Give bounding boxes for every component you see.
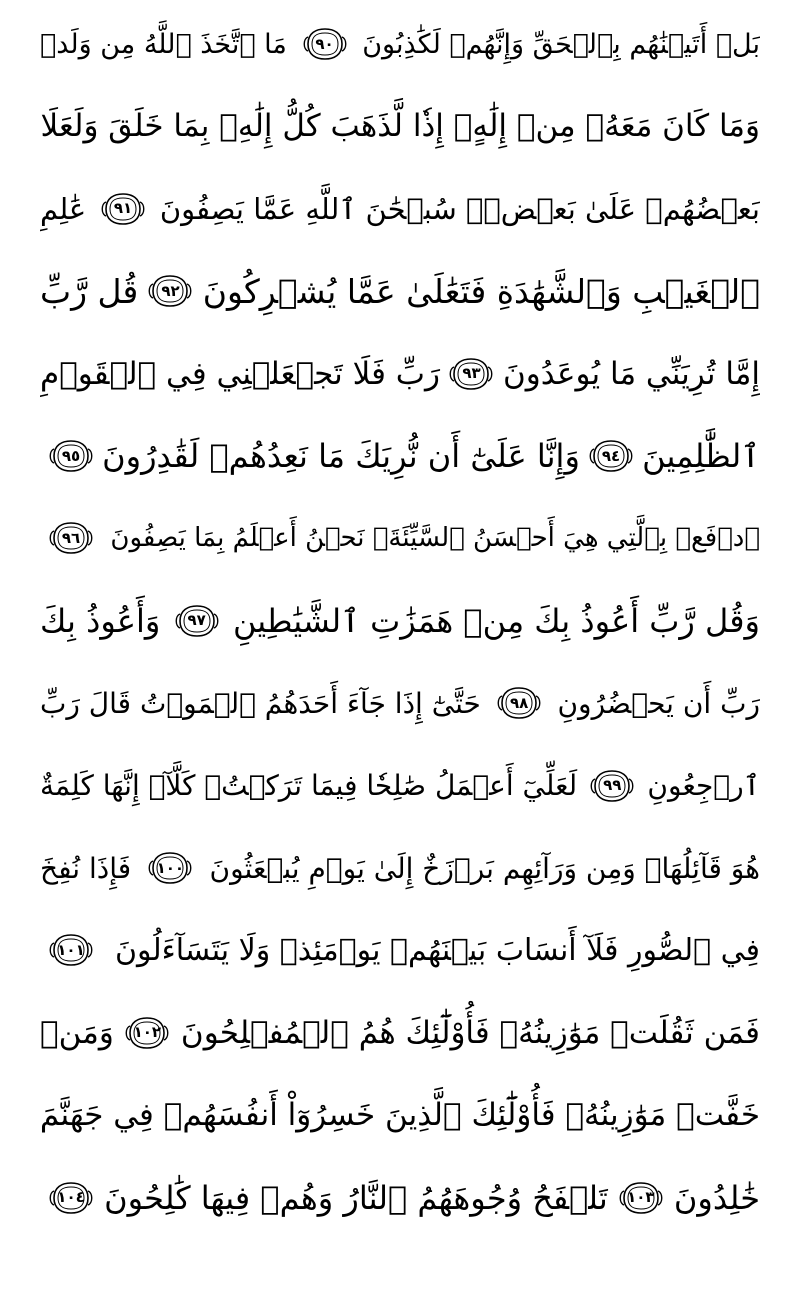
ayah-number: ١٠٠	[156, 858, 185, 877]
ayah-number-marker	[172, 602, 222, 640]
verse-line	[40, 169, 760, 249]
verse-text: ٱدۡفَعۡ بِٱلَّتِي هِيَ أَحۡسَنُ ٱلسَّيِّئَةَۚ نَحۡنُ أَعۡلَمُ بِمَا يَصِفُونَ	[110, 523, 760, 554]
ayah-number-marker	[46, 519, 96, 557]
ayah-number: ١٠٤	[57, 1188, 85, 1207]
ayah-number-marker	[300, 25, 350, 63]
verse-line	[40, 581, 760, 661]
verse-text: فَمَن ثَقُلَتۡ مَوَٰزِينُهُۥ فَأُوْلَٰٓئِكَ هُمُ ٱلۡمُفۡلِحُونَ	[180, 1014, 760, 1051]
ayah-number: ٩٦	[61, 528, 81, 547]
ayah-number-marker	[587, 767, 637, 805]
ayah-number-marker	[616, 1179, 666, 1217]
verse-text: وَقُل رَّبِّ أَعُوذُ بِكَ مِنۡ هَمَزَٰتِ ٱلشَّيَٰطِينِ	[232, 601, 760, 640]
verse-text: ٱلظَّٰلِمِينَ	[642, 437, 760, 475]
verse-text: بَعۡضُهُمۡ عَلَىٰ بَعۡضٖۚ سُبۡحَٰنَ ٱللَّهِ عَمَّا يَصِفُونَ	[159, 191, 760, 226]
verse-text: عَٰلِمِ	[40, 191, 87, 226]
verse-line	[40, 416, 760, 496]
verse-line	[40, 1075, 760, 1155]
ayah-number-marker	[586, 437, 636, 475]
verse-text: مَا ٱتَّخَذَ ٱللَّهُ مِن وَلَدٖ	[40, 28, 287, 60]
verse-text: وَمَا كَانَ مَعَهُۥ مِنۡ إِلَٰهٍۚ إِذٗا لَّذَهَبَ كُلُّ إِلَٰهِۭ بِمَا خَلَقَ وَلَعَلَا	[40, 108, 760, 145]
verse-line	[40, 910, 760, 990]
ayah-number-marker	[145, 849, 195, 887]
ayah-number: ٩٥	[61, 446, 81, 465]
ayah-number: ٩٤	[601, 446, 621, 465]
ayah-number: ٩٨	[510, 693, 529, 712]
ayah-number-marker	[446, 355, 496, 393]
verse-text: خَفَّتۡ مَوَٰزِينُهُۥ فَأُوْلَٰٓئِكَ ٱلَّذِينَ خَسِرُوٓاْ أَنفُسَهُمۡ فِي جَهَنَّمَ	[40, 1097, 760, 1134]
verse-text: لَعَلِّيٓ أَعۡمَلُ صَٰلِحٗا فِيمَا تَرَكۡتُۚ كَلَّآۚ إِنَّهَا كَلِمَةٌ	[40, 769, 578, 803]
verse-text: ٱرۡجِعُونِ	[647, 769, 760, 803]
ayah-number-marker	[46, 1179, 96, 1217]
verse-line	[40, 498, 760, 578]
verse-text: بَلۡ أَتَيۡنَٰهُم بِٱلۡحَقِّ وَإِنَّهُمۡ لَكَٰذِبُونَ	[362, 28, 760, 60]
ayah-number: ٩٧	[187, 611, 206, 630]
verse-text: تَلۡفَحُ وُجُوهَهُمُ ٱلنَّارُ وَهُمۡ فِيهَا كَٰلِحُونَ	[104, 1178, 608, 1217]
verse-line	[40, 251, 760, 331]
ayah-number-marker	[46, 931, 96, 969]
verse-text: فِي ٱلصُّورِ فَلَآ أَنسَابَ بَيۡنَهُمۡ يَوۡمَئِذٖ وَلَا يَتَسَآءَلُونَ	[115, 932, 760, 968]
verse-line	[40, 746, 760, 826]
verse-text: وَإِنَّا عَلَىٰٓ أَن نُّرِيَكَ مَا نَعِدُهُمۡ لَقَٰدِرُونَ	[102, 437, 580, 475]
ayah-number: ٩٢	[161, 281, 180, 300]
ayah-number-marker	[46, 437, 96, 475]
ayah-number: ١٠١	[57, 940, 85, 959]
verse-text: قُل رَّبِّ	[40, 271, 139, 311]
verse-text: رَبِّ أَن يَحۡضُرُونِ	[557, 686, 760, 720]
ayah-number-marker	[122, 1014, 172, 1052]
ayah-number-marker	[98, 190, 148, 228]
verse-line	[40, 993, 760, 1073]
verse-line	[40, 663, 760, 743]
verse-text: وَأَعُوذُ بِكَ	[40, 601, 161, 640]
verse-line	[40, 86, 760, 166]
ayah-number: ٩٠	[315, 34, 334, 53]
verse-text: إِمَّا تُرِيَنِّي مَا يُوعَدُونَ	[503, 355, 760, 392]
ayah-number: ٩١	[113, 199, 133, 218]
verse-text: خَٰلِدُونَ	[673, 1178, 760, 1217]
verse-text: رَبِّ فَلَا تَجۡعَلۡنِي فِي ٱلۡقَوۡمِ	[40, 355, 440, 392]
ayah-number: ١٠٣	[627, 1188, 655, 1207]
ayah-number-marker	[494, 684, 544, 722]
verse-line	[40, 334, 760, 414]
verse-line	[40, 4, 760, 84]
verse-text: هُوَ قَآئِلُهَاۖ وَمِن وَرَآئِهِم بَرۡزَخٌ إِلَىٰ يَوۡمِ يُبۡعَثُونَ	[209, 851, 760, 885]
ayah-number-marker	[145, 272, 195, 310]
verse-line	[40, 1158, 760, 1238]
verse-text: حَتَّىٰٓ إِذَا جَآءَ أَحَدَهُمُ ٱلۡمَوۡتُ قَالَ رَبِّ	[40, 686, 481, 720]
verse-text: فَإِذَا نُفِخَ	[40, 851, 132, 885]
ayah-number: ١٠٢	[133, 1023, 162, 1042]
verse-text: وَمَنۡ	[40, 1014, 114, 1051]
ayah-number: ٩٩	[603, 776, 622, 795]
verse-text: ٱلۡغَيۡبِ وَٱلشَّهَٰدَةِ فَتَعَٰلَىٰ عَمَّا يُشۡرِكُونَ	[202, 271, 760, 311]
ayah-number: ٩٣	[462, 364, 481, 383]
verse-line	[40, 828, 760, 908]
